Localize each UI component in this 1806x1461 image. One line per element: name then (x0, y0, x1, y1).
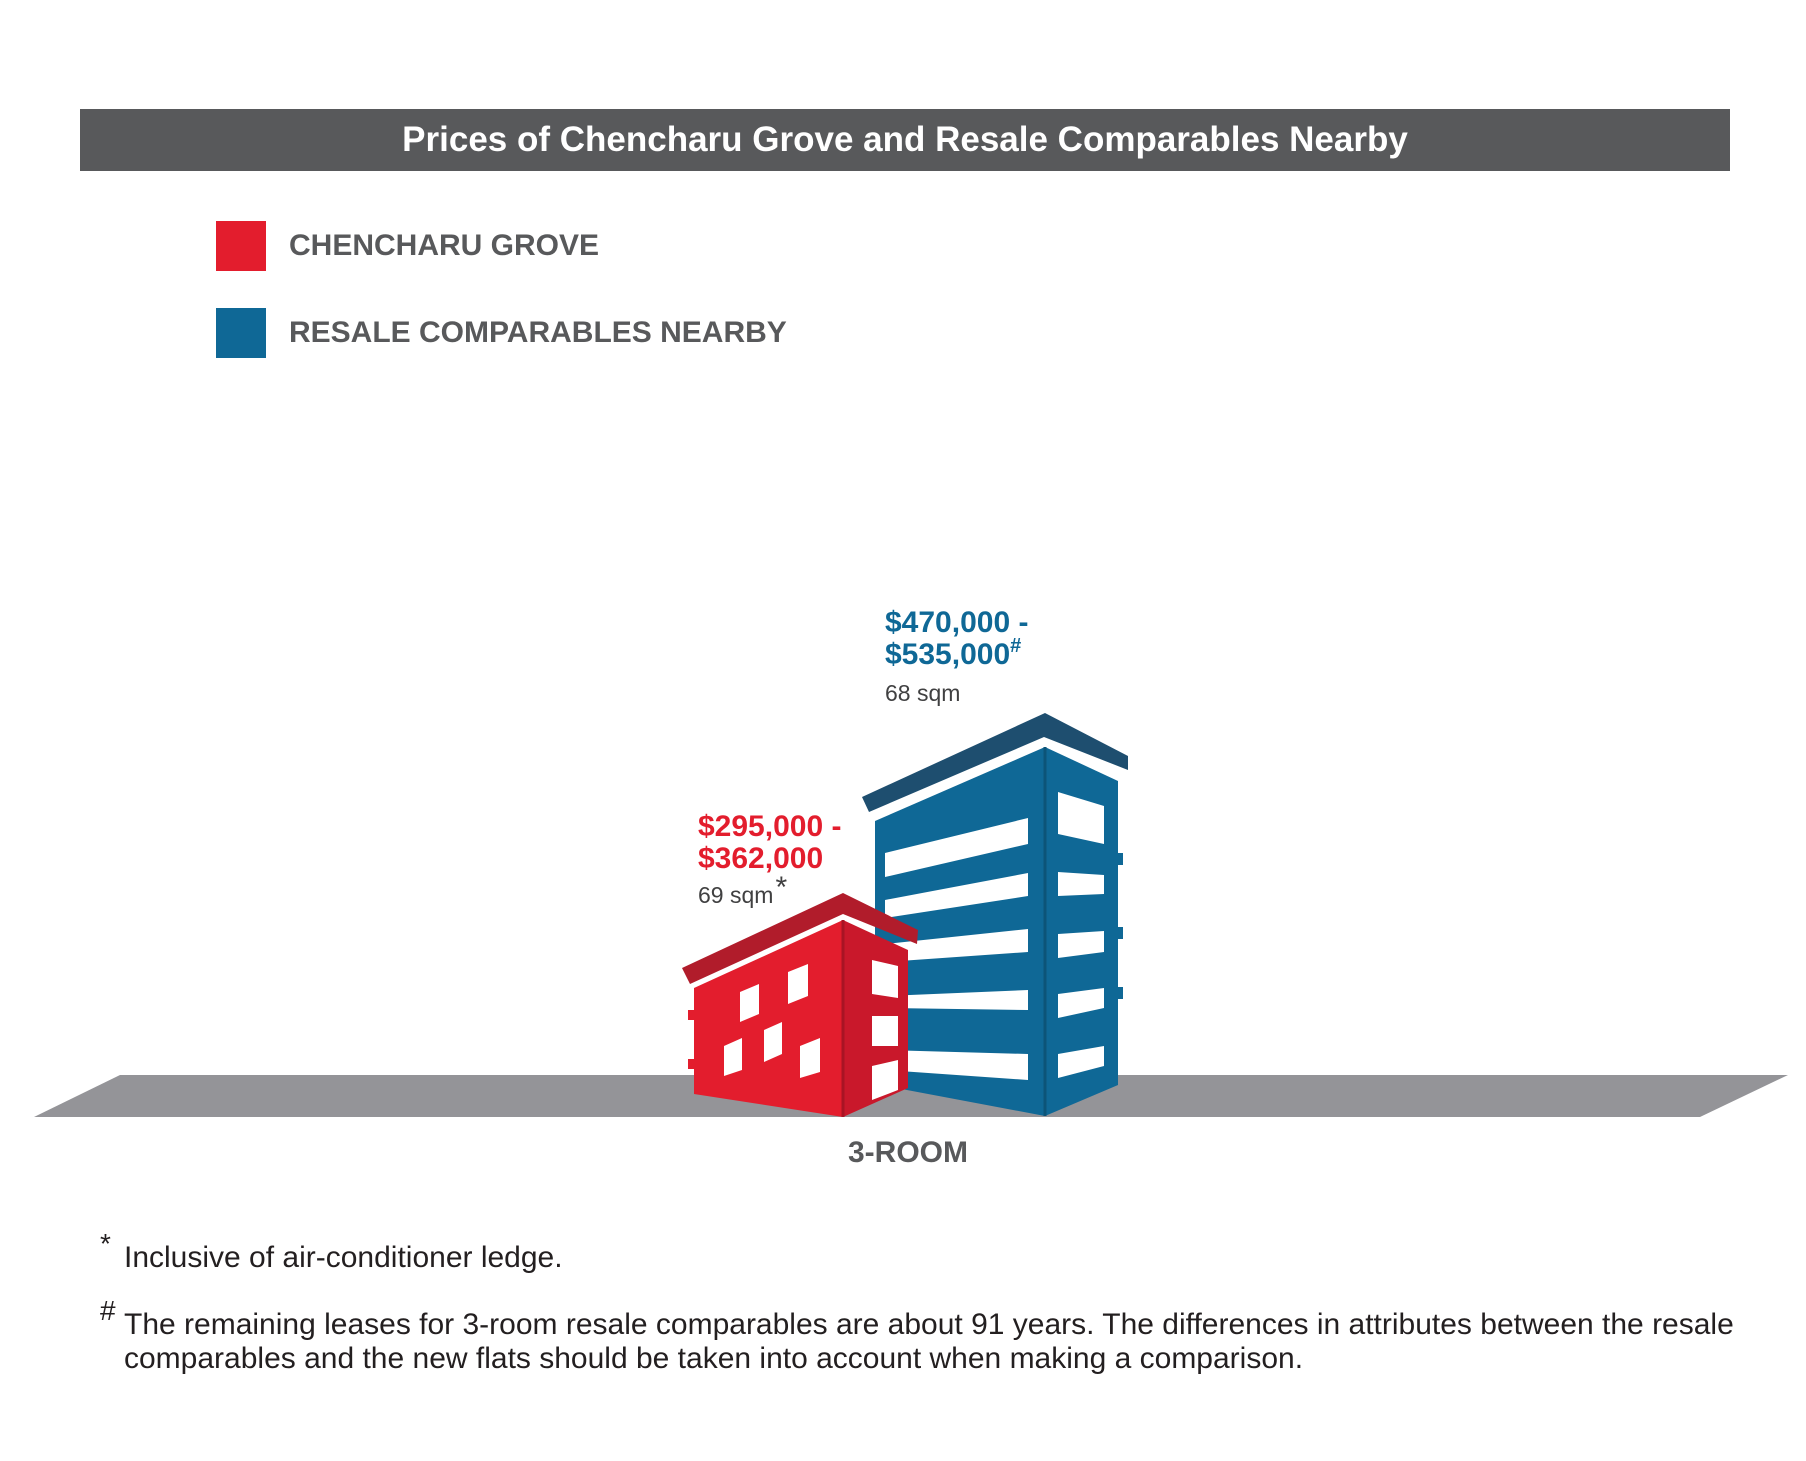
red-side-windows (872, 960, 898, 1100)
unit-size-label (885, 680, 960, 706)
unit-size-label (698, 871, 787, 908)
price-range-line1: $295,000 - (698, 810, 842, 843)
legend-label: CHENCHARU GROVE (289, 229, 600, 262)
footnote-mark: * (100, 1228, 111, 1259)
footnote-text: Inclusive of air-conditioner ledge. (124, 1241, 563, 1274)
red-front-face (694, 920, 843, 1117)
footnote-text: The remaining leases for 3-room resale comparables are about 91 years. The differences in attributes between the resale comparables and the new flats should be taken into account when making a comparison. (124, 1308, 1734, 1375)
footnote-mark: # (100, 1295, 116, 1326)
price-range-line2 (698, 842, 823, 875)
chart-title: Prices of Chencharu Grove and Resale Comparables Nearby (80, 109, 1730, 171)
footnote-asterisk (100, 1228, 1740, 1275)
price-range-value: $535,000 (885, 638, 1011, 671)
price-range-line2 (885, 635, 1021, 671)
footnote-hash (100, 1295, 1740, 1376)
unit-size-value: 69 sqm (698, 882, 774, 908)
data-label-resale-comparables (885, 606, 1028, 706)
price-note-mark: # (1010, 635, 1022, 657)
data-label-chencharu-grove (698, 810, 841, 908)
legend-label: RESALE COMPARABLES NEARBY (289, 316, 787, 349)
price-range-value: $362,000 (698, 842, 824, 875)
bar-chencharu-grove (682, 893, 918, 1117)
price-range-line1: $470,000 - (885, 606, 1029, 639)
x-category-label: 3-ROOM (848, 1136, 968, 1169)
size-note-mark: * (775, 871, 788, 904)
unit-size-value: 68 sqm (885, 680, 961, 706)
